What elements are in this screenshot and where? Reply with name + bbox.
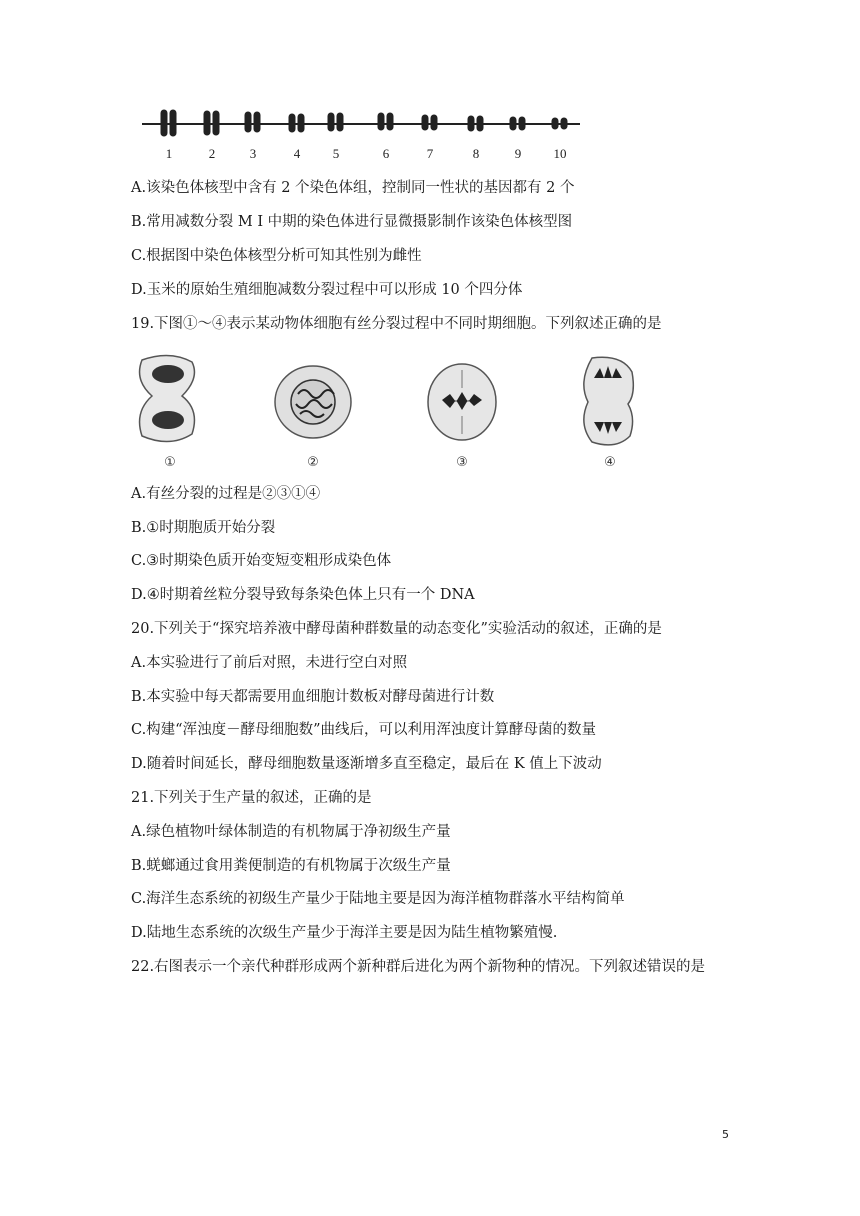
q18-option-a: A.该染色体核型中含有 2 个染色体组，控制同一性状的基因都有 2 个 — [131, 180, 575, 196]
karyotype-label: 5 — [332, 146, 340, 161]
karyotype-label: 7 — [426, 146, 434, 161]
q20-option-a: A.本实验进行了前后对照，未进行空白对照 — [131, 655, 408, 671]
q21-option-b: B.蜣螂通过食用粪便制造的有机物属于次级生产量 — [131, 858, 451, 874]
page-number: 5 — [722, 1128, 729, 1141]
q18-option-b: B.常用减数分裂 M I 中期的染色体进行显微摄影制作该染色体核型图 — [131, 214, 573, 230]
chromosome-pair-3 — [245, 112, 260, 132]
karyotype-figure — [140, 108, 590, 164]
karyotype-label: 3 — [249, 146, 257, 161]
q21-option-c: C.海洋生态系统的初级生产量少于陆地主要是因为海洋植物群落水平结构简单 — [131, 891, 625, 907]
q19-stem: 19.下图①～④表示某动物体细胞有丝分裂过程中不同时期细胞。下列叙述正确的是 — [131, 316, 662, 332]
q20-option-d: D.随着时间延长，酵母细胞数量逐渐增多直至稳定，最后在 K 值上下波动 — [131, 756, 602, 772]
q20-stem: 20.下列关于“探究培养液中酵母菌种群数量的动态变化”实验活动的叙述，正确的是 — [131, 621, 662, 637]
karyotype-label: 6 — [382, 146, 390, 161]
q19-option-c: C.③时期染色质开始变短变粗形成染色体 — [131, 553, 392, 569]
cell-1 — [140, 355, 195, 441]
figure-label-3: ③ — [456, 455, 468, 470]
q19-option-d: D.④时期着丝粒分裂导致每条染色体上只有一个 DNA — [131, 587, 475, 603]
q18-option-c: C.根据图中染色体核型分析可知其性别为雌性 — [131, 248, 422, 264]
q19-option-a: A.有丝分裂的过程是②③①④ — [131, 486, 321, 502]
q18-option-d: D.玉米的原始生殖细胞减数分裂过程中可以形成 10 个四分体 — [131, 282, 523, 298]
karyotype-label: 10 — [553, 146, 567, 161]
karyotype-label: 2 — [208, 146, 216, 161]
q20-option-b: B.本实验中每天都需要用血细胞计数板对酵母菌进行计数 — [131, 689, 495, 705]
figure-label-4: ④ — [604, 455, 616, 470]
karyotype-label: 1 — [165, 146, 173, 161]
q21-stem: 21.下列关于生产量的叙述，正确的是 — [131, 790, 372, 806]
cell-2 — [275, 366, 351, 438]
q21-option-d: D.陆地生态系统的次级生产量少于海洋主要是因为陆生植物繁殖慢. — [131, 925, 558, 941]
figure-label-2: ② — [307, 455, 319, 470]
chromosome-pair-6 — [378, 113, 393, 130]
q19-option-b: B.①时期胞质开始分裂 — [131, 520, 276, 536]
figure-label-1: ① — [164, 455, 176, 470]
cell-3 — [428, 364, 496, 440]
karyotype-label: 4 — [293, 146, 301, 161]
chromosome-pair-7 — [422, 115, 437, 130]
q20-option-c: C.构建“浑浊度－酵母细胞数”曲线后，可以利用浑浊度计算酵母菌的数量 — [131, 722, 597, 738]
q21-option-a: A.绿色植物叶绿体制造的有机物属于净初级生产量 — [131, 824, 451, 840]
cell-4 — [584, 357, 634, 445]
chromosome-pair-5 — [328, 113, 343, 131]
karyotype-label: 8 — [472, 146, 480, 161]
mitosis-figure — [130, 352, 650, 472]
q22-stem: 22.右图表示一个亲代种群形成两个新种群后进化为两个新物种的情况。下列叙述错误的是 — [131, 959, 706, 975]
karyotype-label: 9 — [514, 146, 522, 161]
